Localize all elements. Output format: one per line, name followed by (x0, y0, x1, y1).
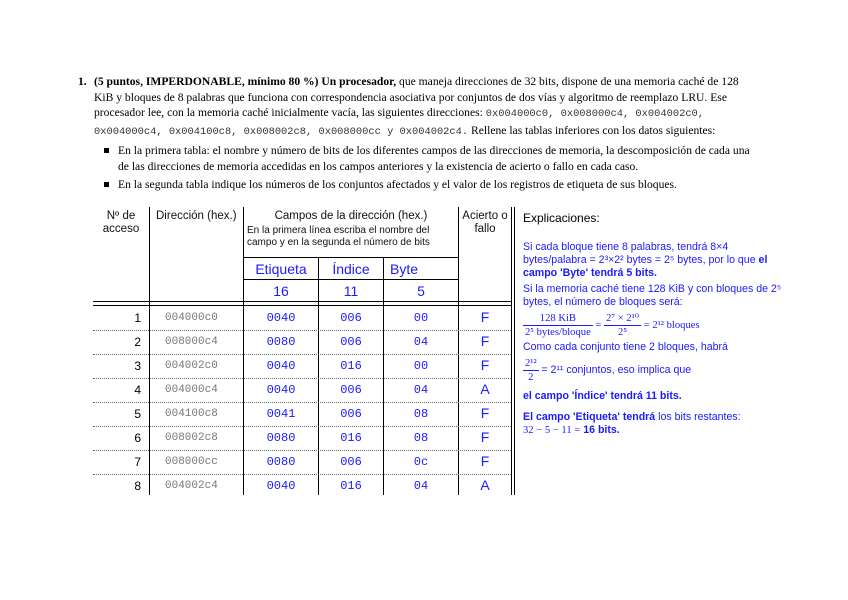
instruction-item-1: En la primera tabla: el nombre y número de bits de los diferentes campos de las direcciones de memoria, la descomposición de cada una de las direcciones de memoria accedidas en los campos anteriores y la existencia de acierto o fallo en cada caso. (104, 143, 758, 174)
explanations-panel (523, 212, 783, 440)
field-name-tag: Etiqueta (255, 261, 307, 277)
explanation-blocks: Si la memoria caché tiene 128 KiB y con bloques de 2⁵ bytes, el número de bloques será: (523, 283, 782, 308)
explanation-byte-field: Si cada bloque tiene 8 palabras, tendrá 8×4 bytes/palabra = 2³×2² bytes = 2⁵ bytes, por lo que el campo 'Byte' tendrá 5 bits. (523, 241, 768, 279)
header-address: Dirección (hex.) (156, 210, 237, 222)
header-hit-miss: Acierto o fallo (462, 210, 508, 235)
field-bits-byte: 5 (417, 283, 425, 299)
problem-intro: que maneja direcciones de 32 bits, dispone de una memoria caché de 128 KiB y bloques de 8 palabras que funciona con correspondencia asociativa por conjuntos de dos vías y algoritmo de reemplazo LRU. Ese procesador lee, con la memoria caché inicialmente vacía, las siguientes direcciones: (94, 75, 739, 120)
problem-addresses: 0x004000c0, 0x008000c4, 0x004002c0, 0x004000c4, 0x004100c8, 0x008002c8, 0x008000cc y 0x004002c4. (94, 108, 705, 138)
address-fields-table: Nº de acceso Dirección (hex.) Campos de la dirección (hex.) En la primera línea escriba el nombre del campo y en la segunda el número de bits Acierto o fallo Etiqueta Índice Byte 16 11 5 1 004000c0 0040 006 00 F 2 008000c4 0080 006 04 F 3 004002c0 0040 016 00 F 4 004000c4 0040 006 04 A 5 004100c8 0041 006 08 F 6 008002c8 0080 016 08 F 7 008000cc 0080 006 0c F 8 004002c4 0040 016 04 A (93, 207, 515, 495)
field-name-index: Índice (332, 261, 370, 277)
explanation-tag-field: El campo 'Etiqueta' tendrá los bits restantes: 32 − 5 − 11 = 16 bits. (523, 411, 741, 436)
instruction-list (104, 143, 758, 192)
field-bits-tag: 16 (273, 283, 289, 299)
problem-number: 1. (78, 75, 87, 88)
explanations-title: Explicaciones: (523, 211, 600, 225)
explanation-sets: Como cada conjunto tiene 2 bloques, habrá (523, 341, 728, 353)
instruction-item-2: En la segunda tabla indique los números de los conjuntos afectados y el valor de los registros de etiqueta de sus bloques. (104, 177, 758, 193)
formula-blocks: $\frac{\text{128 KiB}}{\text{2⁵ bytes/bloque}}$ = $\frac{\text{2⁷ × 2¹⁰}}{\text{2⁵}}$ = 2¹² bloques (525, 313, 700, 338)
field-bits-index: 11 (343, 283, 359, 299)
problem-closing: Rellene las tablas inferiores con los datos siguientes: (471, 123, 716, 137)
header-fields-note: En la primera línea escriba el nombre del campo y en la segunda el número de bits (247, 225, 430, 248)
problem-intro-bold: (5 puntos, IMPERDONABLE, mínimo 80 %) Un procesador, (94, 75, 397, 88)
explanation-index-field: el campo 'Índice' tendrá 11 bits. (523, 390, 682, 402)
formula-sets: $\frac{\text{2¹²}}{2}$ = 2¹¹ conjuntos, eso implica que (525, 358, 692, 383)
header-access-number: Nº de acceso (102, 210, 140, 235)
header-fields: Campos de la dirección (hex.) (274, 210, 428, 222)
field-name-byte: Byte (389, 261, 418, 277)
problem-statement (78, 74, 758, 194)
